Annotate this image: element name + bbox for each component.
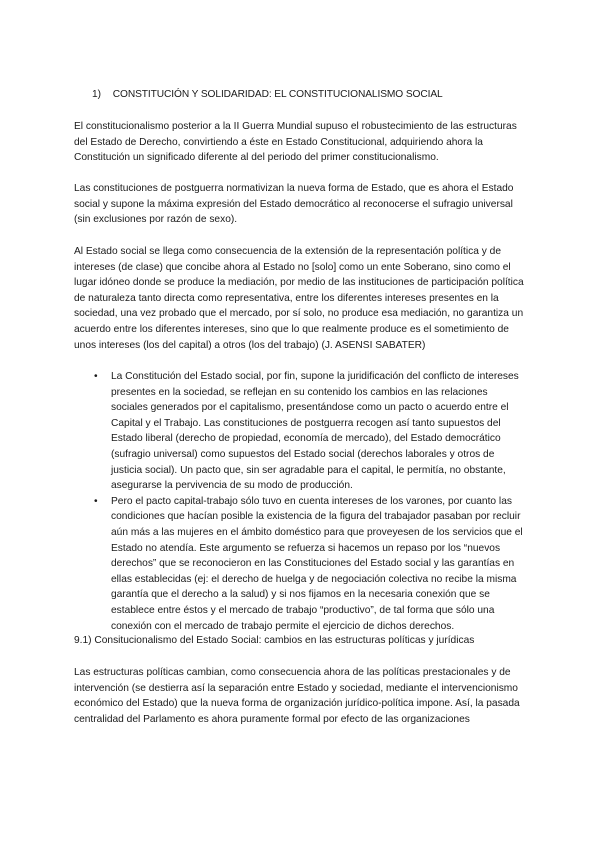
paragraph-4: Las estructuras políticas cambian, como consecuencia ahora de las políticas prestacionales y de intervención (se destierra así la separación entre Estado y sociedad, mediante el intervencionismo económico del Estado) que la nueva forma de organización jurídico-política impone. Así, la pasada centralidad del Parlamento es ahora puramente formal por efecto de las organizaciones (74, 667, 520, 725)
section-number: 1) (92, 89, 101, 100)
subsection-heading: 9.1) Consitucionalismo del Estado Social: cambios en las estructuras políticas y jurídicas (74, 635, 475, 646)
paragraph-3: Al Estado social se llega como consecuencia de la extensión de la representación política y de intereses (de clase) que concibe ahora al Estado no [solo] como un ente Soberano, sino como el lugar idóneo donde se produce la mediación, por medio de las instituciones de participación política de naturaleza tanto directa como representativa, entre los diferentes intereses presentes en la sociedad, una vez probado que el mercado, por sí solo, no produce esa mediación, no garantiza un acuerdo entre los diferentes intereses, sino que lo que realmente produce es el sometimiento de unos intereses (los del capital) a otros (los del trabajo) (J. ASENSI SABATER) (74, 246, 524, 351)
bullet-item-1: • La Constitución del Estado social, por fin, supone la juridificación del conflicto de intereses presentes en la sociedad, se reflejan en su contenido los cambios en las relaciones sociales generados por el capitalismo, presentándose como un pacto o acuerdo entre el Capital y el Trabajo. Las constituciones de postguerra recogen así tanto supuestos del Estado liberal (derecho de propiedad, economía de mercado), del Estado democrático (sufragio universal) como supuestos del Estado social (derechos laborales y otros de justicia social). Un pacto que, sin ser agradable para el capital, le permitía, no obstante, asegurarse la pervivencia de su modo de producción. (94, 369, 524, 494)
bullet-item-2: • Pero el pacto capital-trabajo sólo tuvo en cuenta intereses de los varones, por cuanto las condiciones que hacían posible la existencia de la figura del trabajador pasaban por recluir aún más a las mujeres en el ámbito doméstico para que proveyesen de los servicios que el Estado no atendía. Este argumento se refuerza si hacemos un repaso por los “nuevos derechos” que se reconocieron en las Constituciones del Estado social y las garantías en ellas establecidas (ej: el derecho de huelga y de negociación colectiva no recibe la misma garantía que el derecho a la salud) y si nos fijamos en la necesaria conexión que se establece entre éstos y el mercado de trabajo “productivo”, de tal forma que sólo una conexión con el mercado de trabajo permite el ejercicio de dichos derechos. (94, 494, 524, 634)
section-title: CONSTITUCIÓN Y SOLIDARIDAD: EL CONSTITUCIONALISMO SOCIAL (112, 89, 443, 100)
bullet-list (94, 369, 524, 634)
paragraph-1: El constitucionalismo posterior a la II Guerra Mundial supuso el robustecimiento de las estructuras del Estado de Derecho, convirtiendo a éste en Estado Constitucional, adquiriendo ahora la Constitución un significado diferente al del periodo del primer constitucionalismo. (74, 121, 517, 164)
section-heading (92, 87, 443, 103)
paragraph-2: Las constituciones de postguerra normativizan la nueva forma de Estado, que es ahora el Estado social y supone la máxima expresión del Estado democrático al reconocerse el sufragio universal (sin exclusiones por razón de sexo). (74, 183, 514, 226)
